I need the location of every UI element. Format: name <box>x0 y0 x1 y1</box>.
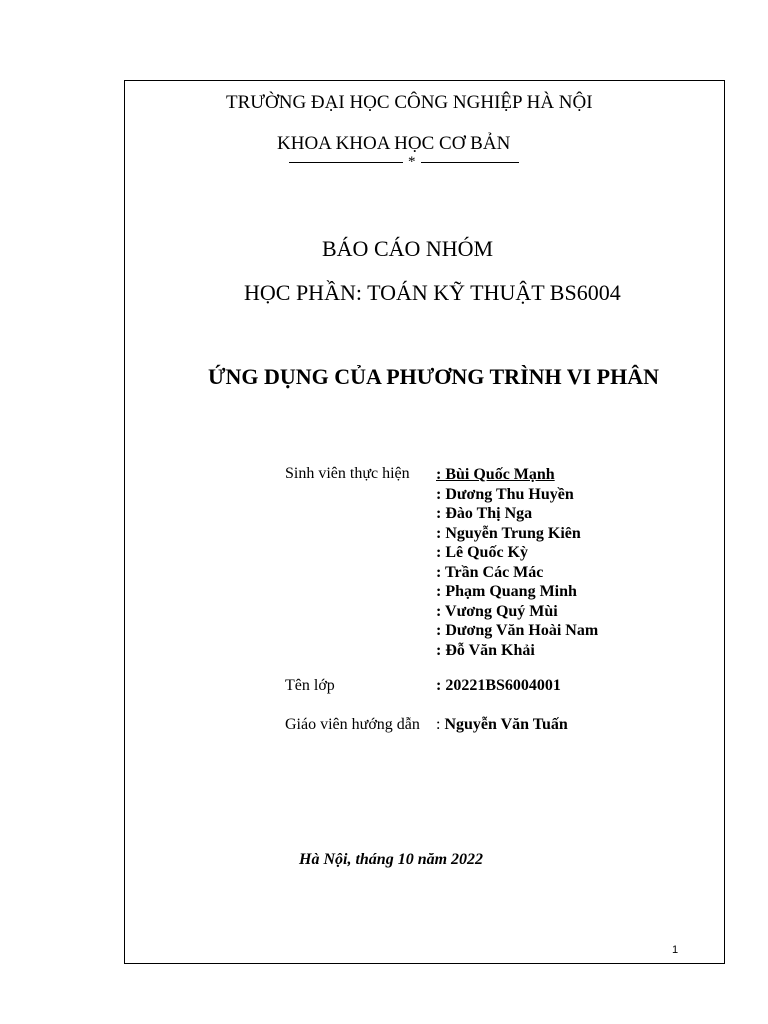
faculty-name: KHOA KHOA HỌC CƠ BẢN <box>277 133 511 154</box>
student-name: : Dương Thu Huyền <box>436 485 574 503</box>
teacher-value <box>436 716 568 734</box>
separator-line-right <box>421 162 519 163</box>
student-name: : Nguyễn Trung Kiên <box>436 524 581 542</box>
student-name: : Lê Quốc Kỳ <box>436 544 528 561</box>
class-label: Tên lớp <box>285 677 335 694</box>
teacher-label: Giáo viên hướng dẫn <box>285 716 420 733</box>
student-name: : Bùi Quốc Mạnh <box>436 466 555 483</box>
students-label: Sinh viên thực hiện <box>285 465 410 482</box>
university-name: TRƯỜNG ĐẠI HỌC CÔNG NGHIỆP HÀ NỘI <box>226 92 593 113</box>
report-type-title: BÁO CÁO NHÓM <box>322 236 494 261</box>
teacher-colon: : <box>436 716 441 733</box>
topic-title: ỨNG DỤNG CỦA PHƯƠNG TRÌNH VI PHÂN <box>208 364 660 389</box>
student-name: : Dương Văn Hoài Nam <box>436 622 599 639</box>
place-date: Hà Nội, tháng 10 năm 2022 <box>299 851 484 868</box>
student-name: : Phạm Quang Minh <box>436 583 577 600</box>
student-name: : Vương Quý Mùi <box>436 602 558 620</box>
student-name: : Trần Các Mác <box>436 563 544 581</box>
class-value: : 20221BS6004001 <box>436 677 561 694</box>
students-list <box>436 465 598 660</box>
student-name: : Đào Thị Nga <box>436 505 533 522</box>
teacher-name: Nguyễn Văn Tuấn <box>444 716 568 733</box>
separator-line-left <box>289 162 403 163</box>
header-separator <box>289 155 519 170</box>
page-border-frame <box>124 80 725 964</box>
student-name: : Đỗ Văn Khải <box>436 641 535 659</box>
page-number: 1 <box>672 944 679 956</box>
course-title: HỌC PHẦN: TOÁN KỸ THUẬT BS6004 <box>244 280 621 305</box>
separator-star: * <box>408 154 416 170</box>
